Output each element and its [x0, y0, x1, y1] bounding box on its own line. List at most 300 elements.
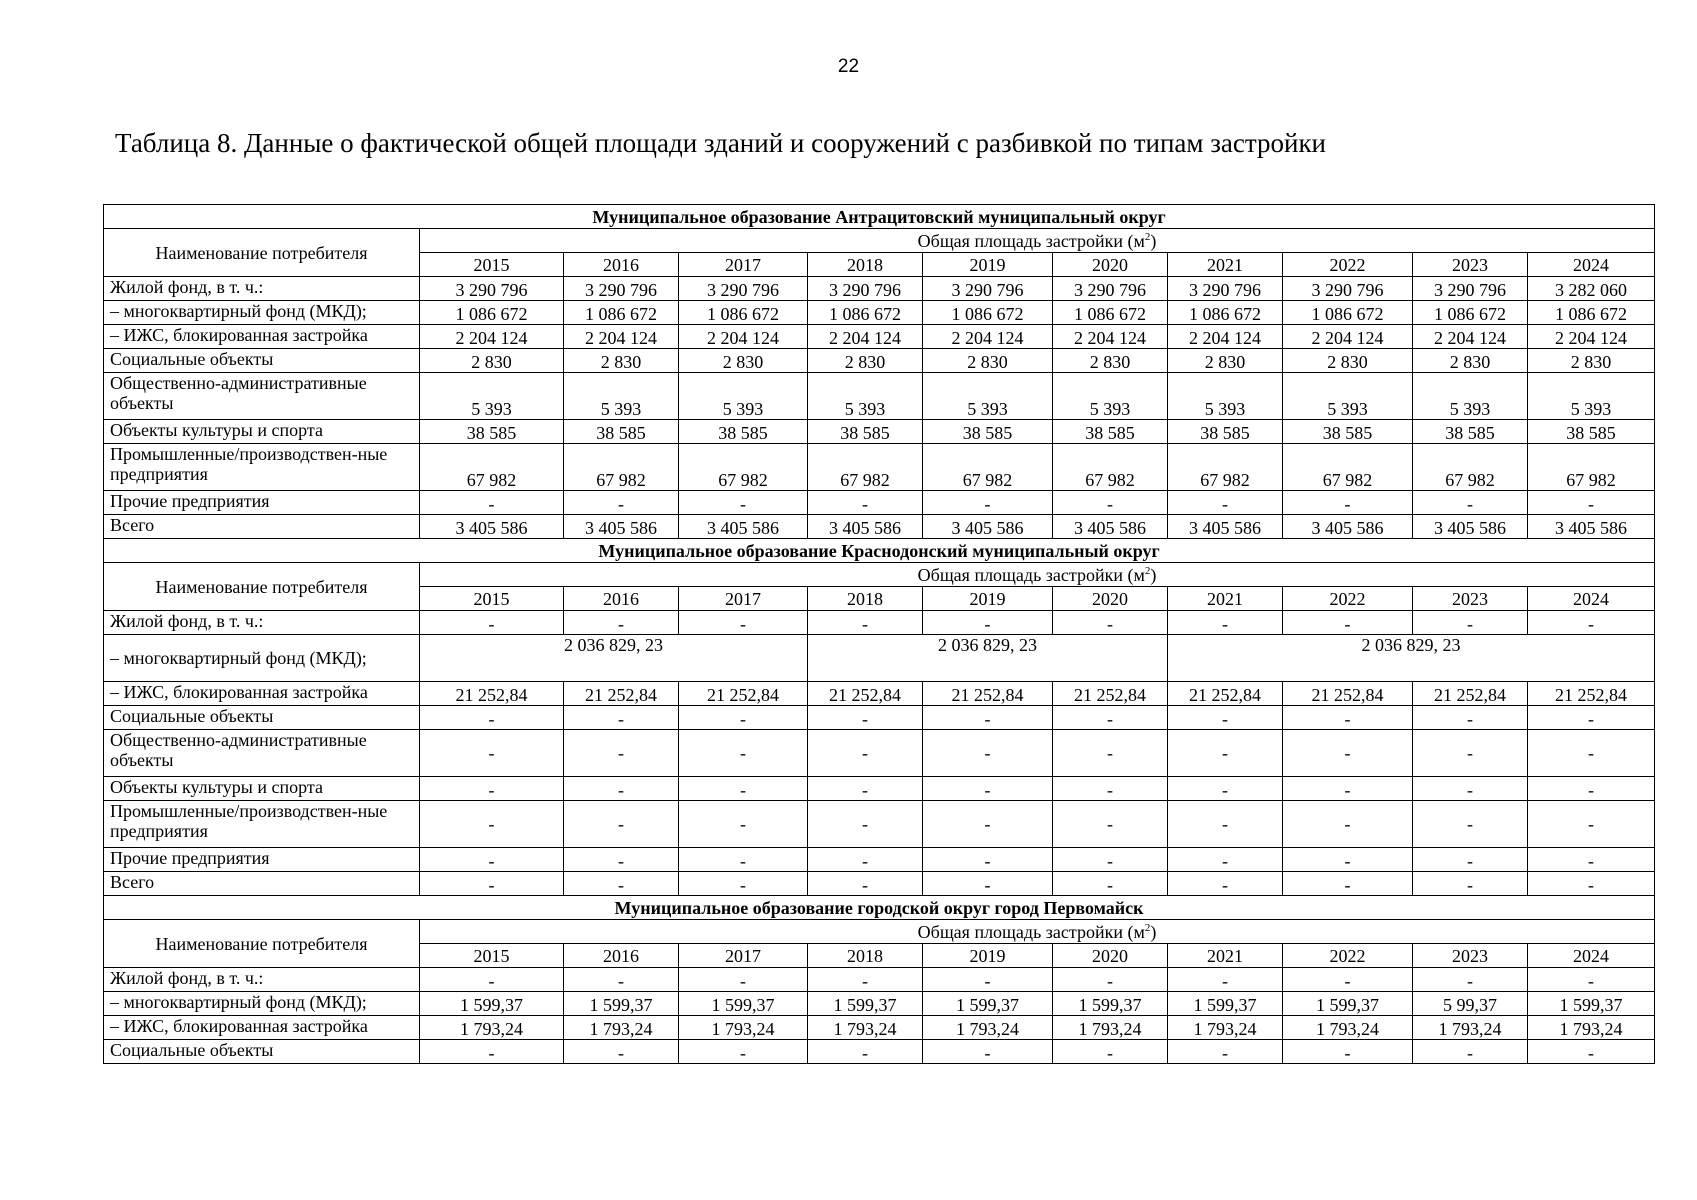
value-cell: -	[1413, 777, 1528, 801]
value-cell: 3 405 586	[1413, 515, 1528, 539]
value-cell: 1 599,37	[420, 992, 564, 1016]
row-label: Промышленные/производствен-ные предприятия	[104, 801, 420, 848]
value-cell: 67 982	[1053, 444, 1168, 491]
value-cell: -	[564, 706, 679, 730]
value-cell: -	[808, 848, 923, 872]
value-cell: -	[420, 968, 564, 992]
value-cell: -	[1413, 730, 1528, 777]
page-number: 22	[837, 56, 860, 77]
value-cell: -	[679, 801, 808, 848]
year-header: 2023	[1413, 944, 1528, 968]
value-cell: -	[1283, 968, 1413, 992]
total-area-header: Общая площадь застройки $(м^2)$	[420, 563, 1655, 587]
value-cell: 38 585	[923, 420, 1053, 444]
value-cell: -	[1168, 848, 1283, 872]
table-row	[104, 635, 1655, 682]
year-header: 2020	[1053, 587, 1168, 611]
value-cell: 3 405 586	[564, 515, 679, 539]
value-cell: -	[808, 1040, 923, 1064]
consumer-name-header: Наименование потребителя	[104, 229, 420, 277]
value-cell: 38 585	[808, 420, 923, 444]
value-cell: 21 252,84	[679, 682, 808, 706]
table-row	[104, 420, 1655, 444]
year-header: 2020	[1053, 253, 1168, 277]
year-header: 2020	[1053, 944, 1168, 968]
value-cell: -	[679, 611, 808, 635]
table-row	[104, 1040, 1655, 1064]
table-row	[104, 1016, 1655, 1040]
value-cell: -	[1283, 872, 1413, 896]
row-label: Всего	[104, 872, 420, 896]
value-cell: -	[808, 968, 923, 992]
merged-value-cell: 2 036 829, 23	[1168, 635, 1655, 682]
consumer-name-header: Наименование потребителя	[104, 563, 420, 611]
value-cell: -	[1053, 872, 1168, 896]
value-cell: -	[564, 801, 679, 848]
value-cell: -	[1053, 968, 1168, 992]
value-cell: -	[420, 1040, 564, 1064]
value-cell: -	[564, 611, 679, 635]
value-cell: -	[420, 730, 564, 777]
value-cell: -	[1053, 730, 1168, 777]
row-label: Промышленные/производствен-ные предприятия	[104, 444, 420, 491]
value-cell: 1 086 672	[923, 301, 1053, 325]
value-cell: -	[1283, 611, 1413, 635]
value-cell: 21 252,84	[1528, 682, 1655, 706]
year-header: 2021	[1168, 253, 1283, 277]
value-cell: -	[1528, 777, 1655, 801]
value-cell: -	[1168, 1040, 1283, 1064]
value-cell: -	[1528, 491, 1655, 515]
section-title-row	[104, 896, 1655, 920]
value-cell: -	[1168, 611, 1283, 635]
year-header: 2023	[1413, 587, 1528, 611]
merged-value-cell: 2 036 829, 23	[808, 635, 1168, 682]
value-cell: -	[1053, 801, 1168, 848]
header-row	[104, 563, 1655, 587]
value-cell: 3 405 586	[420, 515, 564, 539]
value-cell: 3 290 796	[808, 277, 923, 301]
year-header: 2022	[1283, 587, 1413, 611]
value-cell: 1 793,24	[1528, 1016, 1655, 1040]
row-label: – ИЖС, блокированная застройка	[104, 325, 420, 349]
value-cell: -	[420, 611, 564, 635]
value-cell: 67 982	[1168, 444, 1283, 491]
value-cell: 1 793,24	[1053, 1016, 1168, 1040]
row-label: Всего	[104, 515, 420, 539]
section-title: Муниципальное образование Краснодонский муниципальный округ	[104, 539, 1655, 563]
row-label: Объекты культуры и спорта	[104, 420, 420, 444]
value-cell: -	[564, 872, 679, 896]
value-cell: -	[1053, 777, 1168, 801]
value-cell: -	[808, 611, 923, 635]
value-cell: 38 585	[564, 420, 679, 444]
value-cell: 3 290 796	[1053, 277, 1168, 301]
value-cell: 67 982	[679, 444, 808, 491]
value-cell: -	[1053, 706, 1168, 730]
year-header: 2024	[1528, 253, 1655, 277]
table-row	[104, 848, 1655, 872]
value-cell: 5 393	[564, 373, 679, 420]
value-cell: 67 982	[420, 444, 564, 491]
value-cell: 1 086 672	[1053, 301, 1168, 325]
value-cell: 5 99,37	[1413, 992, 1528, 1016]
value-cell: -	[1413, 706, 1528, 730]
table-row	[104, 325, 1655, 349]
year-header: 2015	[420, 587, 564, 611]
value-cell: 2 830	[808, 349, 923, 373]
table-caption: Таблица 8. Данные о фактической общей площади зданий и сооружений с разбивкой по типам застройки	[115, 128, 1327, 158]
value-cell: 1 086 672	[1168, 301, 1283, 325]
value-cell: -	[679, 1040, 808, 1064]
value-cell: -	[923, 730, 1053, 777]
year-header: 2017	[679, 944, 808, 968]
value-cell: -	[1528, 1040, 1655, 1064]
year-header: 2021	[1168, 944, 1283, 968]
value-cell: 5 393	[1413, 373, 1528, 420]
row-label: Жилой фонд, в т. ч.:	[104, 277, 420, 301]
value-cell: -	[923, 706, 1053, 730]
value-cell: 3 290 796	[420, 277, 564, 301]
value-cell: -	[808, 730, 923, 777]
header-row	[104, 920, 1655, 944]
value-cell: -	[808, 872, 923, 896]
value-cell: 1 086 672	[1413, 301, 1528, 325]
value-cell: 1 599,37	[1283, 992, 1413, 1016]
year-header: 2021	[1168, 587, 1283, 611]
value-cell: 38 585	[1413, 420, 1528, 444]
value-cell: -	[1168, 706, 1283, 730]
value-cell: 1 793,24	[1283, 1016, 1413, 1040]
value-cell: -	[1413, 848, 1528, 872]
table-row	[104, 349, 1655, 373]
value-cell: 5 393	[808, 373, 923, 420]
value-cell: 1 086 672	[564, 301, 679, 325]
value-cell: -	[679, 848, 808, 872]
table-row	[104, 611, 1655, 635]
value-cell: 38 585	[1283, 420, 1413, 444]
table-row	[104, 730, 1655, 777]
year-header: 2022	[1283, 253, 1413, 277]
row-label: – многоквартирный фонд (МКД);	[104, 635, 420, 682]
year-header: 2018	[808, 253, 923, 277]
value-cell: -	[1168, 730, 1283, 777]
value-cell: 67 982	[1528, 444, 1655, 491]
table-row	[104, 277, 1655, 301]
year-header: 2017	[679, 587, 808, 611]
table-row	[104, 992, 1655, 1016]
value-cell: 1 793,24	[564, 1016, 679, 1040]
value-cell: -	[1168, 872, 1283, 896]
merged-value-cell: 2 036 829, 23	[420, 635, 808, 682]
value-cell: 67 982	[564, 444, 679, 491]
table-row	[104, 706, 1655, 730]
value-cell: 2 830	[1053, 349, 1168, 373]
value-cell: 3 405 586	[1053, 515, 1168, 539]
table-row	[104, 682, 1655, 706]
value-cell: -	[1283, 730, 1413, 777]
value-cell: -	[420, 491, 564, 515]
value-cell: 3 290 796	[1168, 277, 1283, 301]
value-cell: -	[1283, 777, 1413, 801]
value-cell: 21 252,84	[1053, 682, 1168, 706]
row-label: Общественно-административные объекты	[104, 730, 420, 777]
value-cell: -	[808, 801, 923, 848]
value-cell: 1 086 672	[420, 301, 564, 325]
value-cell: -	[1053, 611, 1168, 635]
value-cell: -	[420, 777, 564, 801]
value-cell: -	[923, 801, 1053, 848]
value-cell: 5 393	[679, 373, 808, 420]
row-label: – многоквартирный фонд (МКД);	[104, 992, 420, 1016]
value-cell: 38 585	[1168, 420, 1283, 444]
area-table	[103, 204, 1655, 1064]
row-label: – ИЖС, блокированная застройка	[104, 1016, 420, 1040]
value-cell: -	[420, 872, 564, 896]
value-cell: -	[1413, 611, 1528, 635]
value-cell: -	[923, 1040, 1053, 1064]
value-cell: -	[1528, 968, 1655, 992]
value-cell: -	[1528, 706, 1655, 730]
value-cell: -	[564, 730, 679, 777]
value-cell: -	[923, 848, 1053, 872]
value-cell: 2 204 124	[1283, 325, 1413, 349]
value-cell: 21 252,84	[564, 682, 679, 706]
year-header: 2024	[1528, 587, 1655, 611]
value-cell: -	[1413, 872, 1528, 896]
value-cell: -	[923, 872, 1053, 896]
value-cell: 21 252,84	[923, 682, 1053, 706]
value-cell: -	[564, 777, 679, 801]
value-cell: -	[1413, 491, 1528, 515]
year-header: 2024	[1528, 944, 1655, 968]
value-cell: 5 393	[420, 373, 564, 420]
row-label: – ИЖС, блокированная застройка	[104, 682, 420, 706]
row-label: Общественно-административные объекты	[104, 373, 420, 420]
total-row	[104, 515, 1655, 539]
year-header: 2019	[923, 944, 1053, 968]
value-cell: -	[923, 777, 1053, 801]
value-cell: 3 405 586	[679, 515, 808, 539]
value-cell: 2 830	[564, 349, 679, 373]
value-cell: -	[1413, 801, 1528, 848]
value-cell: 5 393	[1168, 373, 1283, 420]
value-cell: -	[1053, 848, 1168, 872]
value-cell: 2 830	[1168, 349, 1283, 373]
value-cell: 3 290 796	[1283, 277, 1413, 301]
year-header: 2016	[564, 944, 679, 968]
value-cell: 21 252,84	[1413, 682, 1528, 706]
value-cell: -	[564, 848, 679, 872]
section-title-row	[104, 539, 1655, 563]
value-cell: 1 793,24	[1413, 1016, 1528, 1040]
value-cell: 1 793,24	[679, 1016, 808, 1040]
value-cell: -	[1168, 491, 1283, 515]
value-cell: 1 599,37	[808, 992, 923, 1016]
value-cell: -	[1168, 777, 1283, 801]
value-cell: 3 405 586	[808, 515, 923, 539]
row-label: Социальные объекты	[104, 349, 420, 373]
year-header: 2016	[564, 587, 679, 611]
value-cell: 1 086 672	[808, 301, 923, 325]
value-cell: 2 204 124	[679, 325, 808, 349]
value-cell: -	[1053, 491, 1168, 515]
row-label: Прочие предприятия	[104, 848, 420, 872]
table-row	[104, 777, 1655, 801]
value-cell: 3 290 796	[679, 277, 808, 301]
value-cell: 2 204 124	[1053, 325, 1168, 349]
value-cell: 5 393	[1528, 373, 1655, 420]
value-cell: 3 405 586	[1168, 515, 1283, 539]
value-cell: 3 290 796	[923, 277, 1053, 301]
value-cell: -	[1413, 968, 1528, 992]
year-header: 2016	[564, 253, 679, 277]
row-label: Жилой фонд, в т. ч.:	[104, 968, 420, 992]
value-cell: 2 830	[1283, 349, 1413, 373]
section-title: Муниципальное образование городской округ город Первомайск	[104, 896, 1655, 920]
value-cell: -	[923, 968, 1053, 992]
value-cell: -	[679, 491, 808, 515]
value-cell: 2 204 124	[1168, 325, 1283, 349]
table-row	[104, 373, 1655, 420]
value-cell: -	[1283, 1040, 1413, 1064]
value-cell: -	[1283, 706, 1413, 730]
value-cell: 1 599,37	[564, 992, 679, 1016]
year-header: 2015	[420, 253, 564, 277]
value-cell: -	[808, 777, 923, 801]
value-cell: -	[420, 706, 564, 730]
value-cell: 5 393	[1283, 373, 1413, 420]
value-cell: 1 086 672	[1283, 301, 1413, 325]
table-row	[104, 491, 1655, 515]
value-cell: 21 252,84	[1168, 682, 1283, 706]
value-cell: 1 086 672	[679, 301, 808, 325]
value-cell: -	[679, 968, 808, 992]
value-cell: -	[564, 491, 679, 515]
value-cell: 3 405 586	[1528, 515, 1655, 539]
value-cell: 67 982	[923, 444, 1053, 491]
value-cell: -	[1283, 848, 1413, 872]
section-title-row	[104, 205, 1655, 229]
row-label: Социальные объекты	[104, 1040, 420, 1064]
table-row	[104, 301, 1655, 325]
total-area-header: Общая площадь застройки $(м^2)$	[420, 920, 1655, 944]
value-cell: 2 204 124	[1528, 325, 1655, 349]
value-cell: 1 599,37	[679, 992, 808, 1016]
value-cell: 38 585	[1528, 420, 1655, 444]
value-cell: 38 585	[420, 420, 564, 444]
row-label: Объекты культуры и спорта	[104, 777, 420, 801]
value-cell: -	[564, 968, 679, 992]
value-cell: 5 393	[923, 373, 1053, 420]
value-cell: -	[564, 1040, 679, 1064]
value-cell: 38 585	[1053, 420, 1168, 444]
value-cell: 2 204 124	[420, 325, 564, 349]
value-cell: -	[923, 611, 1053, 635]
value-cell: 1 086 672	[1528, 301, 1655, 325]
table-row	[104, 444, 1655, 491]
value-cell: 1 599,37	[1528, 992, 1655, 1016]
value-cell: 2 830	[1528, 349, 1655, 373]
value-cell: -	[420, 848, 564, 872]
year-header: 2022	[1283, 944, 1413, 968]
value-cell: 2 204 124	[1413, 325, 1528, 349]
value-cell: -	[1413, 1040, 1528, 1064]
value-cell: 3 290 796	[564, 277, 679, 301]
value-cell: -	[1528, 611, 1655, 635]
value-cell: 2 204 124	[564, 325, 679, 349]
value-cell: -	[679, 872, 808, 896]
year-header: 2018	[808, 944, 923, 968]
value-cell: 2 204 124	[808, 325, 923, 349]
value-cell: -	[1053, 1040, 1168, 1064]
value-cell: 2 830	[923, 349, 1053, 373]
value-cell: 1 793,24	[420, 1016, 564, 1040]
value-cell: -	[679, 706, 808, 730]
table-row	[104, 801, 1655, 848]
value-cell: -	[1528, 872, 1655, 896]
value-cell: -	[1283, 491, 1413, 515]
year-header: 2017	[679, 253, 808, 277]
section-title: Муниципальное образование Антрацитовский муниципальный округ	[104, 205, 1655, 229]
year-header: 2019	[923, 253, 1053, 277]
value-cell: 2 830	[679, 349, 808, 373]
year-header: 2018	[808, 587, 923, 611]
value-cell: -	[923, 491, 1053, 515]
value-cell: -	[420, 801, 564, 848]
value-cell: 5 393	[1053, 373, 1168, 420]
row-label: Жилой фонд, в т. ч.:	[104, 611, 420, 635]
value-cell: -	[1528, 848, 1655, 872]
value-cell: 1 599,37	[923, 992, 1053, 1016]
value-cell: 3 405 586	[923, 515, 1053, 539]
value-cell: -	[1283, 801, 1413, 848]
value-cell: 1 599,37	[1053, 992, 1168, 1016]
value-cell: 3 290 796	[1413, 277, 1528, 301]
value-cell: 67 982	[1413, 444, 1528, 491]
value-cell: 1 793,24	[1168, 1016, 1283, 1040]
total-row	[104, 872, 1655, 896]
total-area-header: Общая площадь застройки $(м^2)$	[420, 229, 1655, 253]
value-cell: -	[1168, 801, 1283, 848]
value-cell: 21 252,84	[808, 682, 923, 706]
row-label: Прочие предприятия	[104, 491, 420, 515]
header-row	[104, 229, 1655, 253]
table-row	[104, 968, 1655, 992]
value-cell: 2 830	[420, 349, 564, 373]
value-cell: -	[679, 730, 808, 777]
consumer-name-header: Наименование потребителя	[104, 920, 420, 968]
value-cell: -	[808, 491, 923, 515]
value-cell: 1 793,24	[808, 1016, 923, 1040]
year-header: 2019	[923, 587, 1053, 611]
row-label: Социальные объекты	[104, 706, 420, 730]
value-cell: 21 252,84	[420, 682, 564, 706]
value-cell: -	[808, 706, 923, 730]
value-cell: 3 282 060	[1528, 277, 1655, 301]
year-header: 2023	[1413, 253, 1528, 277]
value-cell: -	[1528, 730, 1655, 777]
value-cell: 67 982	[808, 444, 923, 491]
row-label: – многоквартирный фонд (МКД);	[104, 301, 420, 325]
value-cell: 38 585	[679, 420, 808, 444]
value-cell: 2 204 124	[923, 325, 1053, 349]
value-cell: 1 599,37	[1168, 992, 1283, 1016]
value-cell: 67 982	[1283, 444, 1413, 491]
value-cell: 2 830	[1413, 349, 1528, 373]
value-cell: 1 793,24	[923, 1016, 1053, 1040]
value-cell: 21 252,84	[1283, 682, 1413, 706]
